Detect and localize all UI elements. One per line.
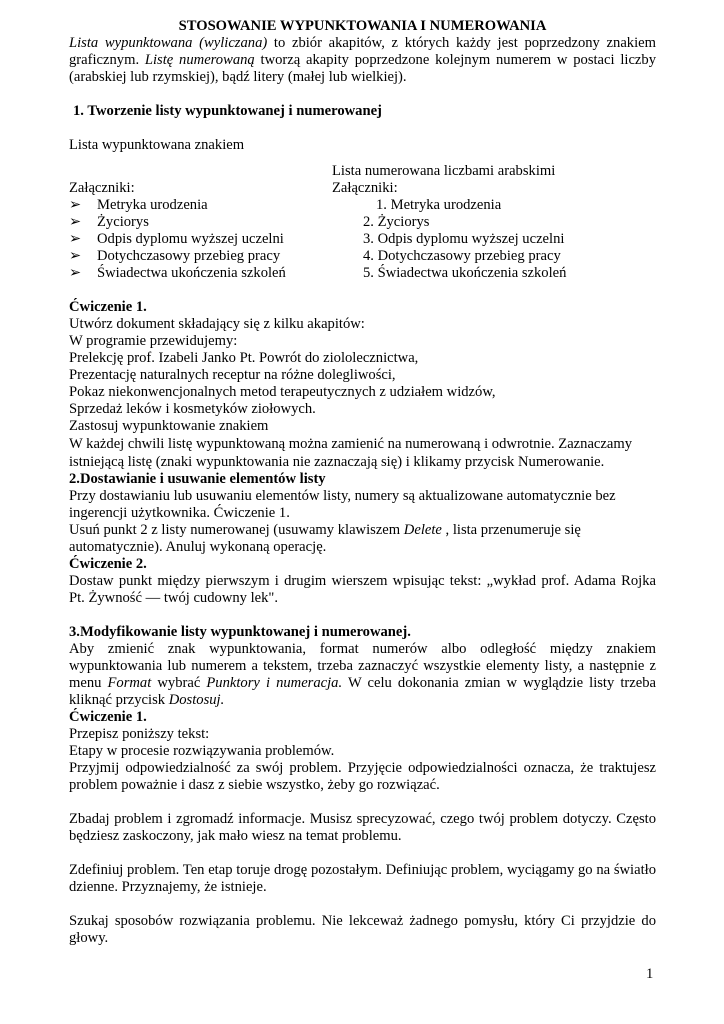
section-2-paragraph: Przy dostawianiu lub usuwaniu elementów listy, numery są aktualizowane automatycznie bez ingerencji użytkownika. Ćwiczenie 1.: [69, 488, 616, 521]
list-item: ➢ Życiorys: [69, 214, 149, 230]
document-title: STOSOWANIE WYPUNKTOWANIA I NUMEROWANIA: [178, 18, 547, 34]
intro-term-numbered: Listę numerowaną: [144, 52, 255, 68]
list-item: 1. Metryka urodzenia: [376, 197, 502, 213]
menu-bullets-numbering-term: Punktory i numeracja.: [206, 675, 343, 691]
list-item: ➢ Metryka urodzenia: [69, 197, 208, 213]
bullet-list-caption: Lista wypunktowana znakiem: [69, 137, 245, 153]
exercise-2-text: Dostaw punkt między pierwszym i drugim wierszem wpisując tekst: „wykład prof. Adama Rojka Pt. Żywność — twój cudowny lek".: [69, 573, 656, 606]
exercise-line: Etapy w procesie rozwiązywania problemów.: [69, 743, 335, 759]
exercise-line: Pokaz niekonwencjonalnych metod terapeutycznych z udziałem widzów,: [69, 384, 496, 400]
bulleted-list-example: [69, 180, 329, 282]
problem-stage-paragraph: Zdefiniuj problem. Ten etap toruje drogę pozostałym. Definiując problem, wyciągamy go na światło dzienne. Przyznajemy, że istnieje.: [69, 862, 656, 895]
arrow-bullet-icon: ➢: [69, 248, 82, 264]
section-3-heading: 3.Modyfikowanie listy wypunktowanej i numerowanej.: [69, 624, 411, 640]
customize-button-term: Dostosuj.: [168, 692, 225, 708]
exercise-line: Sprzedaż leków i kosmetyków ziołowych.: [69, 401, 316, 417]
numbered-list-caption: Lista numerowana liczbami arabskimi: [332, 163, 556, 179]
arrow-bullet-icon: ➢: [69, 231, 82, 247]
bulleted-list-header: Załączniki:: [69, 180, 135, 196]
list-item: 5. Świadectwa ukończenia szkoleń: [363, 265, 567, 281]
exercise-1-heading: Ćwiczenie 1.: [69, 299, 147, 315]
problem-stage-paragraph: Szukaj sposobów rozwiązania problemu. Nie lekceważ żadnego pomysłu, który Ci przyjdzie do głowy.: [69, 913, 656, 946]
exercise-line: Przepisz poniższy tekst:: [69, 726, 210, 742]
section-3-paragraph: Aby zmienić znak wypunktowania, format numerów albo odległość między znakiem wypunktowania lub numerem a tekstem, trzeba zaznaczyć wszystkie elementy listy, a następnie z menu Format wybrać Punktory i numeracja. W celu dokonania zmian w wyglądzie listy trzeba kliknąć przycisk Dostosuj.: [69, 641, 656, 708]
list-item: 3. Odpis dyplomu wyższej uczelni: [363, 231, 565, 247]
list-item: 2. Życiorys: [363, 214, 430, 230]
arrow-bullet-icon: ➢: [69, 197, 82, 213]
problem-stage-paragraph: Przyjmij odpowiedzialność za swój problem. Przyjęcie odpowiedzialności oznacza, że traktujesz problem poważnie i dasz z siebie wszystko, żeby go rozwiązać.: [69, 760, 656, 793]
list-item: ➢ Dotychczasowy przebieg pracy: [69, 248, 281, 264]
exercise-line: W programie przewidujemy:: [69, 333, 238, 349]
list-item: ➢ Świadectwa ukończenia szkoleń: [69, 265, 286, 281]
section-1-heading: 1. Tworzenie listy wypunktowanej i numerowanej: [73, 103, 382, 119]
section-2-instruction: Usuń punkt 2 z listy numerowanej (usuwamy klawiszem Delete , lista przenumeruje się automatycznie). Anuluj wykonaną operację.: [69, 522, 581, 555]
exercise-line: Prelekcję prof. Izabeli Janko Pt. Powrót do ziololecznictwa,: [69, 350, 419, 366]
delete-key-term: Delete: [403, 522, 442, 538]
exercise-line: Prezentację naturalnych receptur na różne dolegliwości,: [69, 367, 396, 383]
problem-stage-paragraph: Zbadaj problem i zgromadź informacje. Musisz sprecyzować, czego twój problem dotyczy. Często będziesz zaskoczony, jak mało wiesz na temat problemu.: [69, 811, 656, 844]
menu-format-term: Format: [107, 675, 152, 691]
exercise-3-heading: Ćwiczenie 1.: [69, 709, 147, 725]
exercise-paragraph: W każdej chwili listę wypunktowaną można zamienić na numerowaną i odwrotnie. Zaznaczamy istniejącą listę (znaki wypunktowania nie zaznaczają się) i klikamy przycisk Numerowanie.: [69, 436, 632, 470]
list-examples: [69, 163, 656, 282]
arrow-bullet-icon: ➢: [69, 265, 82, 281]
document-page: [69, 18, 656, 947]
list-item: 4. Dotychczasowy przebieg pracy: [363, 248, 561, 264]
exercise-line: Zastosuj wypunktowanie znakiem: [69, 418, 269, 434]
exercise-2-heading: Ćwiczenie 2.: [69, 556, 147, 572]
section-2-heading: 2.Dostawianie i usuwanie elementów listy: [69, 471, 326, 487]
exercise-line: Utwórz dokument składający się z kilku akapitów:: [69, 316, 365, 332]
numbered-list-example: [332, 163, 652, 282]
intro-paragraph: Lista wypunktowana (wyliczana) to zbiór akapitów, z których każdy jest poprzedzony znakiem graficznym. Listę numerowaną tworzą akapity poprzedzone kolejnym numerem w postaci liczby (arabskiej lub rzymskiej), bądź litery (małej lub wielkiej).: [69, 35, 657, 85]
arrow-bullet-icon: ➢: [69, 214, 82, 230]
page-number: 1: [646, 966, 654, 982]
list-item: ➢ Odpis dyplomu wyższej uczelni: [69, 231, 284, 247]
numbered-list-header: Załączniki:: [332, 180, 398, 196]
intro-term-bulleted: Lista wypunktowana (wyliczana): [69, 35, 268, 51]
